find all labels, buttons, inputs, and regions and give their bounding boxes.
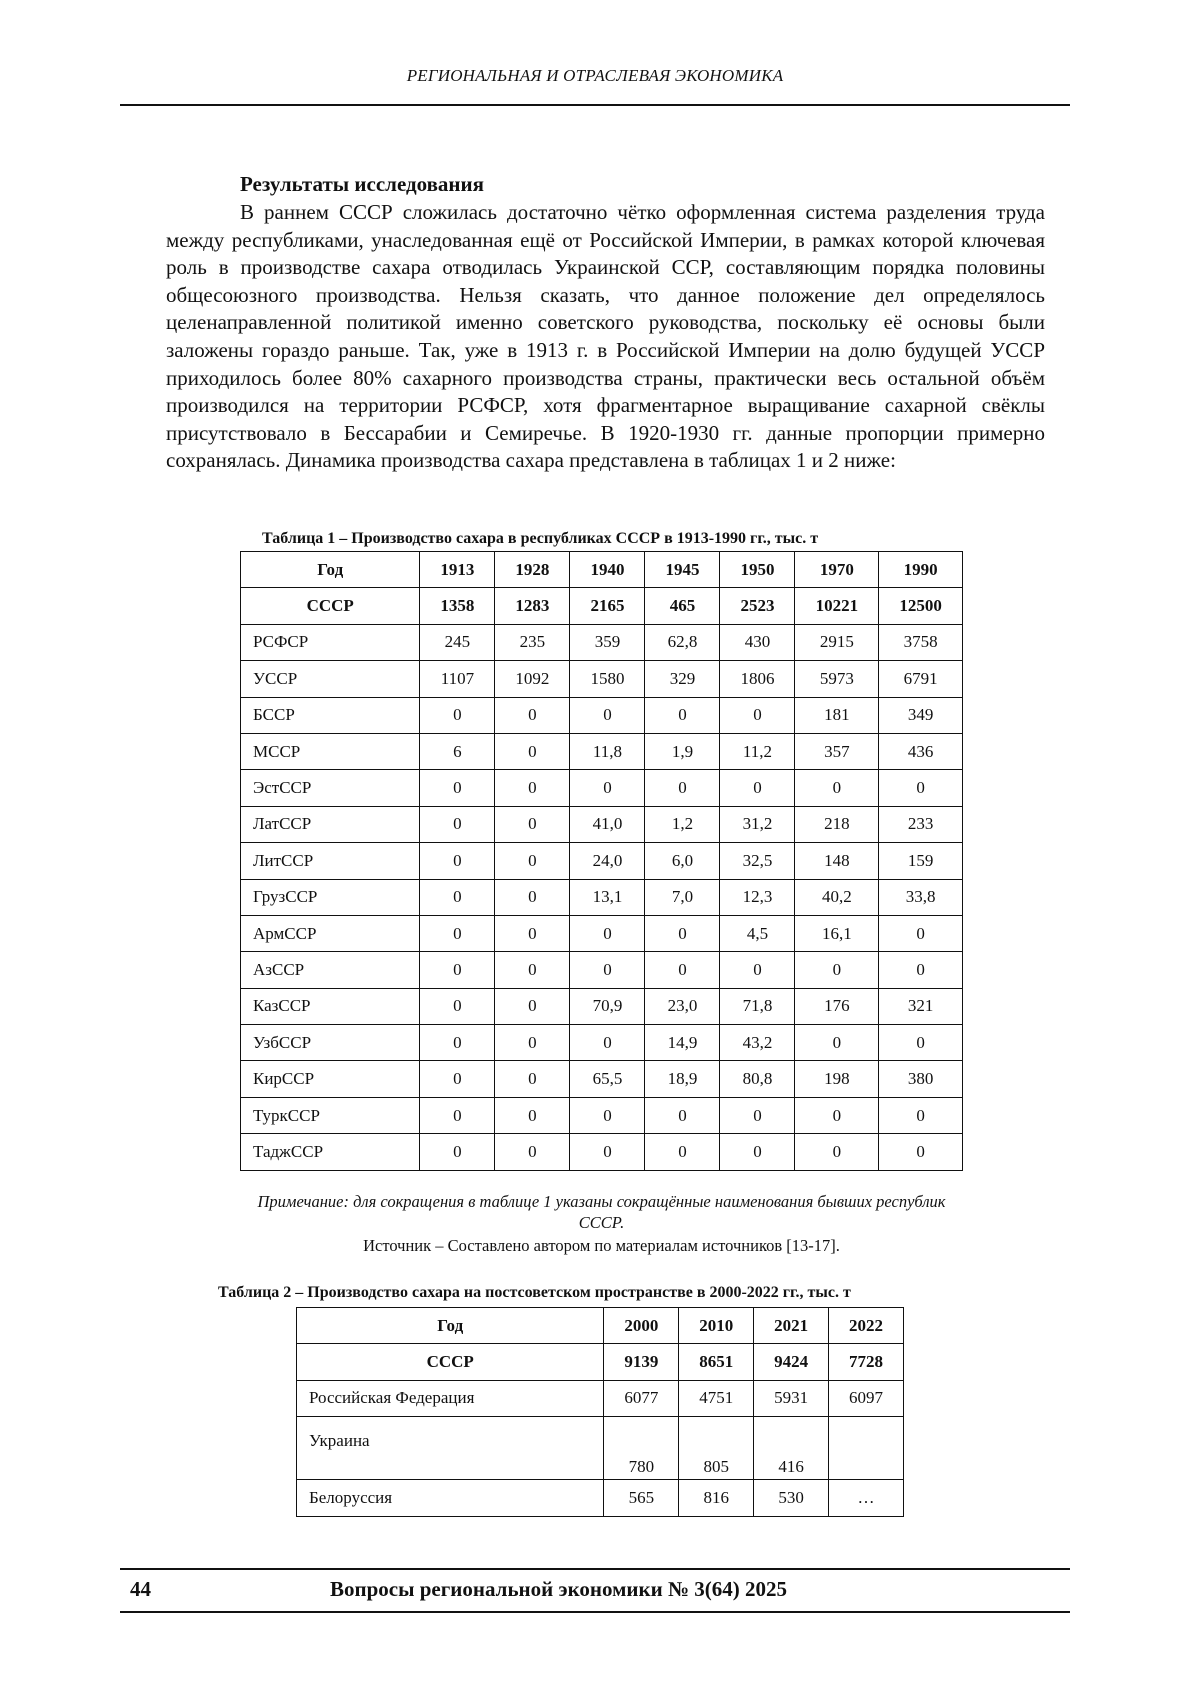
row-label-cell: ТаджССР xyxy=(241,1134,420,1170)
value-cell: 780 xyxy=(604,1417,679,1480)
value-cell: 805 xyxy=(679,1417,754,1480)
value-cell: 65,5 xyxy=(570,1061,645,1097)
value-cell: 329 xyxy=(645,661,720,697)
value-cell: 218 xyxy=(795,806,879,842)
table-row xyxy=(297,1380,904,1416)
value-cell: 1283 xyxy=(495,588,570,624)
value-cell: 0 xyxy=(495,733,570,769)
value-cell: 0 xyxy=(879,915,963,951)
table-row xyxy=(241,1097,963,1133)
value-cell: 0 xyxy=(570,1134,645,1170)
table1-source: Источник – Составлено автором по материалам источников [13-17]. xyxy=(363,1236,840,1255)
value-cell: 0 xyxy=(420,806,495,842)
value-cell: 13,1 xyxy=(570,879,645,915)
value-cell: 2165 xyxy=(570,588,645,624)
value-cell: 159 xyxy=(879,843,963,879)
value-cell: 816 xyxy=(679,1480,754,1516)
table-row xyxy=(241,879,963,915)
value-cell: 1092 xyxy=(495,661,570,697)
value-cell: 416 xyxy=(754,1417,829,1480)
value-cell: 10221 xyxy=(795,588,879,624)
value-cell: 0 xyxy=(495,879,570,915)
footer-rule-top xyxy=(120,1568,1070,1570)
value-cell: 1990 xyxy=(879,552,963,588)
value-cell: 5973 xyxy=(795,661,879,697)
value-cell: 3758 xyxy=(879,624,963,660)
value-cell: 9139 xyxy=(604,1344,679,1380)
table-row xyxy=(241,733,963,769)
value-cell: 0 xyxy=(420,879,495,915)
value-cell: 71,8 xyxy=(720,988,795,1024)
value-cell: 565 xyxy=(604,1480,679,1516)
value-cell: 245 xyxy=(420,624,495,660)
value-cell: 0 xyxy=(795,1097,879,1133)
value-cell: 12500 xyxy=(879,588,963,624)
row-label-cell: ТуркССР xyxy=(241,1097,420,1133)
row-label-cell: БССР xyxy=(241,697,420,733)
value-cell: 0 xyxy=(795,952,879,988)
value-cell: 2022 xyxy=(829,1308,904,1344)
value-cell: 0 xyxy=(420,988,495,1024)
page-number: 44 xyxy=(130,1577,151,1601)
value-cell: 0 xyxy=(879,770,963,806)
value-cell: 380 xyxy=(879,1061,963,1097)
table-row xyxy=(241,624,963,660)
value-cell: 0 xyxy=(570,915,645,951)
value-cell: 0 xyxy=(420,952,495,988)
table-row xyxy=(241,952,963,988)
value-cell: 436 xyxy=(879,733,963,769)
value-cell: 1,9 xyxy=(645,733,720,769)
value-cell: 12,3 xyxy=(720,879,795,915)
value-cell: 181 xyxy=(795,697,879,733)
value-cell: 0 xyxy=(495,1097,570,1133)
value-cell: 1806 xyxy=(720,661,795,697)
value-cell: 0 xyxy=(720,770,795,806)
value-cell: 0 xyxy=(645,1134,720,1170)
body-paragraph: В раннем СССР сложилась достаточно чётко оформленная система разделения труда между республиками, унаследованная ещё от Российской Империи, в рамках которой ключевая роль в производстве сахара отводилась Украинской ССР, составляющим порядка половины общесоюзного производства. Нельзя сказать, что данное положение дел определялось целенаправленной политикой именно советского руководства, поскольку её основы были заложены гораздо раньше. Так, уже в 1913 г. в Российской Империи на долю будущей УССР приходилось более 80% сахарного производства страны, практически весь остальной объём производился на территории РСФСР, хотя фрагментарное выращивание сахарной свёклы присутствовало в Бессарабии и Семиречье. В 1920-1930 гг. данные пропорции примерно сохранялась. Динамика производства сахара представлена в таблицах 1 и 2 ниже: xyxy=(166,200,1045,473)
value-cell: 0 xyxy=(795,1025,879,1061)
value-cell: 0 xyxy=(795,1134,879,1170)
value-cell: 18,9 xyxy=(645,1061,720,1097)
value-cell: 0 xyxy=(495,806,570,842)
value-cell: 198 xyxy=(795,1061,879,1097)
value-cell: 7728 xyxy=(829,1344,904,1380)
value-cell: 2523 xyxy=(720,588,795,624)
value-cell: 0 xyxy=(420,1134,495,1170)
row-label-cell: ЭстССР xyxy=(241,770,420,806)
row-label-cell: КазССР xyxy=(241,988,420,1024)
row-label-cell: МССР xyxy=(241,733,420,769)
value-cell: 0 xyxy=(420,770,495,806)
total-row xyxy=(241,588,963,624)
row-label-cell: ЛитССР xyxy=(241,843,420,879)
value-cell: 0 xyxy=(720,952,795,988)
value-cell: 0 xyxy=(420,697,495,733)
value-cell: 24,0 xyxy=(570,843,645,879)
value-cell: 148 xyxy=(795,843,879,879)
table1-note: Примечание: для сокращения в таблице 1 указаны сокращённые наименования бывших республик СССР. xyxy=(257,1192,946,1232)
row-label-cell: Российская Федерация xyxy=(297,1380,604,1416)
value-cell: 0 xyxy=(495,952,570,988)
value-cell: 8651 xyxy=(679,1344,754,1380)
value-cell: 0 xyxy=(495,697,570,733)
value-cell: 0 xyxy=(879,1025,963,1061)
table-row xyxy=(241,1061,963,1097)
value-cell: 0 xyxy=(645,697,720,733)
row-label-cell: СССР xyxy=(297,1344,604,1380)
value-cell: 6791 xyxy=(879,661,963,697)
value-cell: 0 xyxy=(495,770,570,806)
value-cell: 0 xyxy=(570,1097,645,1133)
value-cell: 1940 xyxy=(570,552,645,588)
table2-caption: Таблица 2 – Производство сахара на постсоветском пространстве в 2000-2022 гг., тыс. т xyxy=(218,1284,851,1301)
value-cell: 70,9 xyxy=(570,988,645,1024)
value-cell: 0 xyxy=(495,843,570,879)
value-cell: 359 xyxy=(570,624,645,660)
header-row xyxy=(241,552,963,588)
table-row xyxy=(241,661,963,697)
value-cell: 41,0 xyxy=(570,806,645,842)
value-cell: 0 xyxy=(645,952,720,988)
value-cell: 0 xyxy=(879,952,963,988)
value-cell: 0 xyxy=(645,770,720,806)
value-cell: 1107 xyxy=(420,661,495,697)
value-cell: 43,2 xyxy=(720,1025,795,1061)
value-cell xyxy=(829,1417,904,1480)
row-label-cell: РСФСР xyxy=(241,624,420,660)
value-cell: 62,8 xyxy=(645,624,720,660)
value-cell: 33,8 xyxy=(879,879,963,915)
value-cell: 0 xyxy=(420,843,495,879)
value-cell: 0 xyxy=(570,1025,645,1061)
row-label-cell: СССР xyxy=(241,588,420,624)
value-cell: 235 xyxy=(495,624,570,660)
value-cell: 349 xyxy=(879,697,963,733)
header-row xyxy=(297,1308,904,1344)
value-cell: 80,8 xyxy=(720,1061,795,1097)
value-cell: 0 xyxy=(720,697,795,733)
section-heading: Результаты исследования xyxy=(240,172,484,196)
total-row xyxy=(297,1344,904,1380)
value-cell: 7,0 xyxy=(645,879,720,915)
value-cell: 0 xyxy=(879,1134,963,1170)
value-cell: 6,0 xyxy=(645,843,720,879)
value-cell: 176 xyxy=(795,988,879,1024)
value-cell: 0 xyxy=(570,952,645,988)
table1 xyxy=(240,551,963,1171)
value-cell: 1358 xyxy=(420,588,495,624)
value-cell: 4751 xyxy=(679,1380,754,1416)
value-cell: 6077 xyxy=(604,1380,679,1416)
value-cell: 1928 xyxy=(495,552,570,588)
table-row xyxy=(241,697,963,733)
value-cell: 0 xyxy=(720,1097,795,1133)
row-label-cell: КирССР xyxy=(241,1061,420,1097)
table-row xyxy=(297,1417,904,1480)
value-cell: 321 xyxy=(879,988,963,1024)
row-label-cell: Украина xyxy=(297,1417,604,1480)
header-rule xyxy=(120,104,1070,106)
table-row xyxy=(241,915,963,951)
table-row xyxy=(241,1025,963,1061)
value-cell: 6 xyxy=(420,733,495,769)
row-label-cell: ЛатССР xyxy=(241,806,420,842)
value-cell: 2915 xyxy=(795,624,879,660)
value-cell: 233 xyxy=(879,806,963,842)
value-cell: 0 xyxy=(495,1025,570,1061)
value-cell: 23,0 xyxy=(645,988,720,1024)
row-label-cell: Белоруссия xyxy=(297,1480,604,1516)
value-cell: 0 xyxy=(645,915,720,951)
row-label-cell: АзССР xyxy=(241,952,420,988)
value-cell: 2000 xyxy=(604,1308,679,1344)
footer-rule-bottom xyxy=(120,1611,1070,1613)
value-cell: 1950 xyxy=(720,552,795,588)
value-cell: 0 xyxy=(495,1061,570,1097)
value-cell: 0 xyxy=(795,770,879,806)
value-cell: 5931 xyxy=(754,1380,829,1416)
table-row xyxy=(241,1134,963,1170)
value-cell: 32,5 xyxy=(720,843,795,879)
value-cell: 4,5 xyxy=(720,915,795,951)
value-cell: 0 xyxy=(420,1097,495,1133)
row-label-cell: ГрузССР xyxy=(241,879,420,915)
value-cell: 0 xyxy=(570,770,645,806)
value-cell: 0 xyxy=(879,1097,963,1133)
running-head: РЕГИОНАЛЬНАЯ И ОТРАСЛЕВАЯ ЭКОНОМИКА xyxy=(406,66,784,85)
value-cell: 0 xyxy=(495,915,570,951)
row-label-cell: АрмССР xyxy=(241,915,420,951)
value-cell: 31,2 xyxy=(720,806,795,842)
value-cell: 1,2 xyxy=(645,806,720,842)
value-cell: 1970 xyxy=(795,552,879,588)
table2 xyxy=(296,1307,904,1517)
value-cell: 0 xyxy=(495,988,570,1024)
value-cell: 0 xyxy=(570,697,645,733)
value-cell: 0 xyxy=(720,1134,795,1170)
table-row xyxy=(241,770,963,806)
table-row xyxy=(241,843,963,879)
value-cell: 1945 xyxy=(645,552,720,588)
value-cell: 357 xyxy=(795,733,879,769)
table1-caption: Таблица 1 – Производство сахара в республиках СССР в 1913-1990 гг., тыс. т xyxy=(262,530,819,547)
journal-title: Вопросы региональной экономики № 3(64) 2025 xyxy=(330,1577,788,1601)
table-row xyxy=(241,806,963,842)
value-cell: 11,2 xyxy=(720,733,795,769)
table-row xyxy=(241,988,963,1024)
value-cell: 465 xyxy=(645,588,720,624)
row-label-cell: Год xyxy=(241,552,420,588)
value-cell: … xyxy=(829,1480,904,1516)
value-cell: 0 xyxy=(420,915,495,951)
table-row xyxy=(297,1480,904,1516)
row-label-cell: УзбССР xyxy=(241,1025,420,1061)
value-cell: 530 xyxy=(754,1480,829,1516)
value-cell: 16,1 xyxy=(795,915,879,951)
value-cell: 0 xyxy=(420,1025,495,1061)
value-cell: 11,8 xyxy=(570,733,645,769)
value-cell: 2021 xyxy=(754,1308,829,1344)
value-cell: 0 xyxy=(495,1134,570,1170)
value-cell: 40,2 xyxy=(795,879,879,915)
value-cell: 1913 xyxy=(420,552,495,588)
row-label-cell: Год xyxy=(297,1308,604,1344)
row-label-cell: УССР xyxy=(241,661,420,697)
value-cell: 430 xyxy=(720,624,795,660)
value-cell: 0 xyxy=(645,1097,720,1133)
value-cell: 2010 xyxy=(679,1308,754,1344)
value-cell: 6097 xyxy=(829,1380,904,1416)
value-cell: 0 xyxy=(420,1061,495,1097)
value-cell: 9424 xyxy=(754,1344,829,1380)
value-cell: 14,9 xyxy=(645,1025,720,1061)
value-cell: 1580 xyxy=(570,661,645,697)
